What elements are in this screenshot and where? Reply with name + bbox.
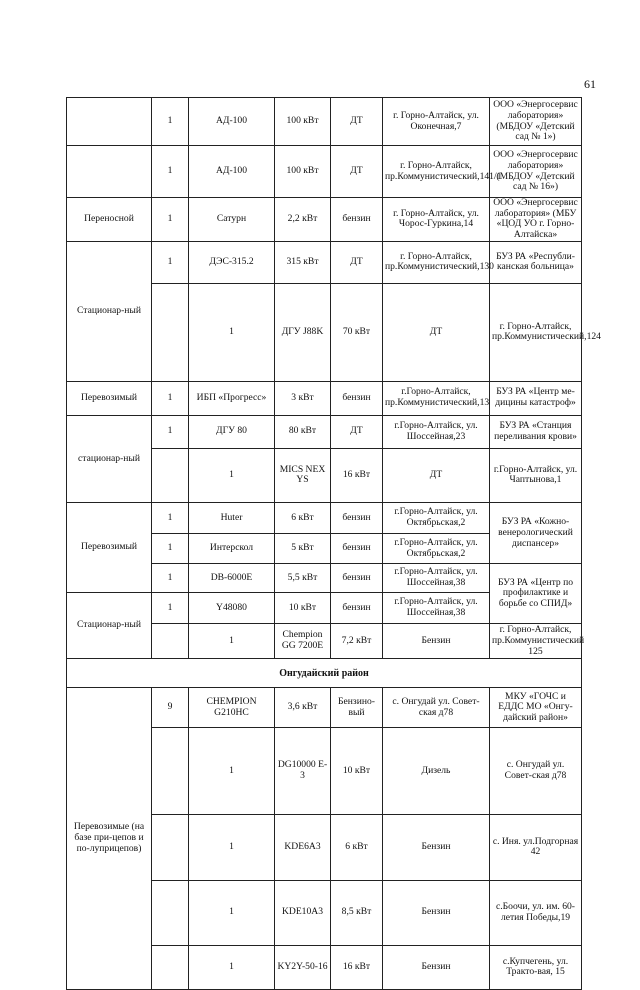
table-row: [67, 659, 582, 688]
fuel-cell: ДТ: [383, 283, 490, 381]
qty-cell: 1: [152, 381, 189, 415]
address-cell: г. Горно-Алтайск, ул. Оконечная,7: [383, 98, 490, 146]
kind-cell: Стационар-ный: [67, 241, 152, 381]
fuel-cell: бензин: [331, 593, 383, 624]
fuel-cell: Бензин: [383, 624, 490, 659]
kind-cell: Перевозимый: [67, 381, 152, 415]
generator-table: [66, 97, 601, 990]
kind-cell-empty: [152, 448, 189, 503]
organization-cell: БУЗ РА «Станция переливания крови»: [490, 415, 582, 448]
organization-cell: МКУ «ГОЧС и ЕДДС МО «Онгу-дайский район»: [490, 688, 582, 728]
address-cell: с.Купчегень, ул. Тракто-вая, 15: [490, 945, 582, 989]
organization-cell: БУЗ РА «Кожно-венерологический диспансер»: [490, 503, 582, 564]
kind-cell: Стационар-ный: [67, 593, 152, 659]
qty-cell: 1: [152, 241, 189, 283]
fuel-cell: ДТ: [331, 146, 383, 198]
address-cell: с. Онгудай ул. Совет-ская д78: [383, 688, 490, 728]
model-cell: DB-6000E: [189, 564, 275, 593]
model-cell: Huter: [189, 503, 275, 534]
model-cell: Y48080: [189, 593, 275, 624]
qty-cell: 1: [152, 534, 189, 564]
organization-cell: ООО «Энергосервис лаборатория» (МБДОУ «Детский сад № 1»): [490, 98, 582, 146]
power-cell: 16 кВт: [331, 945, 383, 989]
qty-cell: 1: [189, 815, 275, 880]
qty-cell: 1: [189, 728, 275, 815]
fuel-cell: ДТ: [331, 98, 383, 146]
power-cell: 80 кВт: [275, 415, 331, 448]
power-cell: 6 кВт: [331, 815, 383, 880]
kind-cell-empty: [152, 815, 189, 880]
power-cell: 6 кВт: [275, 503, 331, 534]
kind-cell-empty: [152, 624, 189, 659]
address-cell: г.Горно-Алтайск, ул. Октябрьская,2: [383, 534, 490, 564]
address-cell: г.Горно-Алтайск, ул. Шоссейная,23: [383, 415, 490, 448]
organization-cell: ООО «Энергосервис лаборатория» (МБУ «ЦОД УО г. Горно-Алтайска»: [490, 198, 582, 242]
address-cell: с. Онгудай ул. Совет-ская д78: [490, 728, 582, 815]
address-cell: г. Горно-Алтайск, пр.Коммунистический,124: [490, 283, 582, 381]
fuel-cell: Дизель: [383, 728, 490, 815]
power-cell: 10 кВт: [275, 593, 331, 624]
power-cell: 315 кВт: [275, 241, 331, 283]
table-row: [67, 98, 582, 146]
power-cell: 3 кВт: [275, 381, 331, 415]
fuel-cell: ДТ: [331, 241, 383, 283]
qty-cell: 1: [152, 98, 189, 146]
fuel-cell: бензин: [331, 503, 383, 534]
model-cell: ДГУ J88K: [275, 283, 331, 381]
power-cell: 100 кВт: [275, 146, 331, 198]
qty-cell: 1: [152, 198, 189, 242]
model-cell: Сатурн: [189, 198, 275, 242]
kind-cell-empty: [152, 283, 189, 381]
model-cell: MICS NEX YS: [275, 448, 331, 503]
kind-cell-empty: [67, 146, 152, 198]
qty-cell: 1: [152, 415, 189, 448]
qty-cell: 1: [152, 146, 189, 198]
kind-cell-empty: [152, 945, 189, 989]
kind-cell: Переносной: [67, 198, 152, 242]
table-row: [67, 146, 582, 198]
table-row: [67, 503, 582, 534]
address-cell: с.Боочи, ул. им. 60-летия Победы,19: [490, 880, 582, 945]
table-row: [67, 381, 582, 415]
fuel-cell: бензин: [331, 564, 383, 593]
address-cell: с. Иня. ул.Подгорная 42: [490, 815, 582, 880]
address-cell: г.Горно-Алтайск, ул. Шоссейная,38: [383, 564, 490, 593]
power-cell: 10 кВт: [331, 728, 383, 815]
table-row: [67, 241, 582, 283]
address-cell: г. Горно-Алтайск, ул. Чорос-Гуркина,14: [383, 198, 490, 242]
qty-cell: 1: [152, 593, 189, 624]
address-cell: г.Горно-Алтайск, ул. Шоссейная,38: [383, 593, 490, 624]
fuel-cell: Бензин: [383, 815, 490, 880]
model-cell: KDE6A3: [275, 815, 331, 880]
kind-cell: Перевозимый: [67, 503, 152, 593]
power-cell: 2,2 кВт: [275, 198, 331, 242]
fuel-cell: Бензино-вый: [331, 688, 383, 728]
kind-cell: стационар-ный: [67, 415, 152, 503]
model-cell: ДЭС-315.2: [189, 241, 275, 283]
model-cell: ДГУ 80: [189, 415, 275, 448]
address-cell: г.Горно-Алтайск, ул. Октябрьская,2: [383, 503, 490, 534]
address-cell: г. Горно-Алтайск, пр.Коммунистический 125: [490, 624, 582, 659]
kind-cell: Перевозимые (на базе при-цепов и по-луприцепов): [67, 688, 152, 990]
address-cell: г.Горно-Алтайск, пр.Коммунистический,13: [383, 381, 490, 415]
power-cell: 5,5 кВт: [275, 564, 331, 593]
model-cell: АД-100: [189, 146, 275, 198]
power-cell: 8,5 кВт: [331, 880, 383, 945]
organization-cell: БУЗ РА «Центр ме-дицины катастроф»: [490, 381, 582, 415]
table-row: [67, 198, 582, 242]
qty-cell: 9: [152, 688, 189, 728]
district-header: Онгудайский район: [67, 659, 582, 688]
power-cell: 3,6 кВт: [275, 688, 331, 728]
address-cell: г.Горно-Алтайск, ул. Чаптынова,1: [490, 448, 582, 503]
kind-cell-empty: [152, 728, 189, 815]
power-cell: 5 кВт: [275, 534, 331, 564]
fuel-cell: бензин: [331, 534, 383, 564]
table-row: [67, 688, 582, 728]
fuel-cell: бензин: [331, 381, 383, 415]
qty-cell: 1: [189, 880, 275, 945]
organization-cell: ООО «Энергосервис лаборатория» (МБДОУ «Детский сад № 16»): [490, 146, 582, 198]
qty-cell: 1: [152, 564, 189, 593]
page-number: 61: [584, 77, 596, 91]
organization-cell: БУЗ РА «Республи-канская больница»: [490, 241, 582, 283]
model-cell: CHEMPION G210HC: [189, 688, 275, 728]
model-cell: DG10000 E-3: [275, 728, 331, 815]
qty-cell: 1: [152, 503, 189, 534]
model-cell: ИБП «Прогресс»: [189, 381, 275, 415]
power-cell: 16 кВт: [331, 448, 383, 503]
qty-cell: 1: [189, 945, 275, 989]
fuel-cell: Бензин: [383, 945, 490, 989]
qty-cell: 1: [189, 283, 275, 381]
fuel-cell: бензин: [331, 198, 383, 242]
fuel-cell: ДТ: [331, 415, 383, 448]
address-cell: г. Горно-Алтайск, пр.Коммунистический,130: [383, 241, 490, 283]
organization-cell: БУЗ РА «Центр по профилактике и борьбе со СПИД»: [490, 564, 582, 624]
kind-cell-empty: [67, 98, 152, 146]
qty-cell: 1: [189, 448, 275, 503]
table-row: [67, 415, 582, 448]
kind-cell-empty: [152, 880, 189, 945]
qty-cell: 1: [189, 624, 275, 659]
power-cell: 70 кВт: [331, 283, 383, 381]
fuel-cell: ДТ: [383, 448, 490, 503]
power-cell: 7,2 кВт: [331, 624, 383, 659]
fuel-cell: Бензин: [383, 880, 490, 945]
model-cell: Интерскол: [189, 534, 275, 564]
model-cell: АД-100: [189, 98, 275, 146]
model-cell: KDE10A3: [275, 880, 331, 945]
power-cell: 100 кВт: [275, 98, 331, 146]
model-cell: Chempion GG 7200E: [275, 624, 331, 659]
address-cell: г. Горно-Алтайск, пр.Коммунистический,141/1: [383, 146, 490, 198]
model-cell: KY2Y-50-16: [275, 945, 331, 989]
